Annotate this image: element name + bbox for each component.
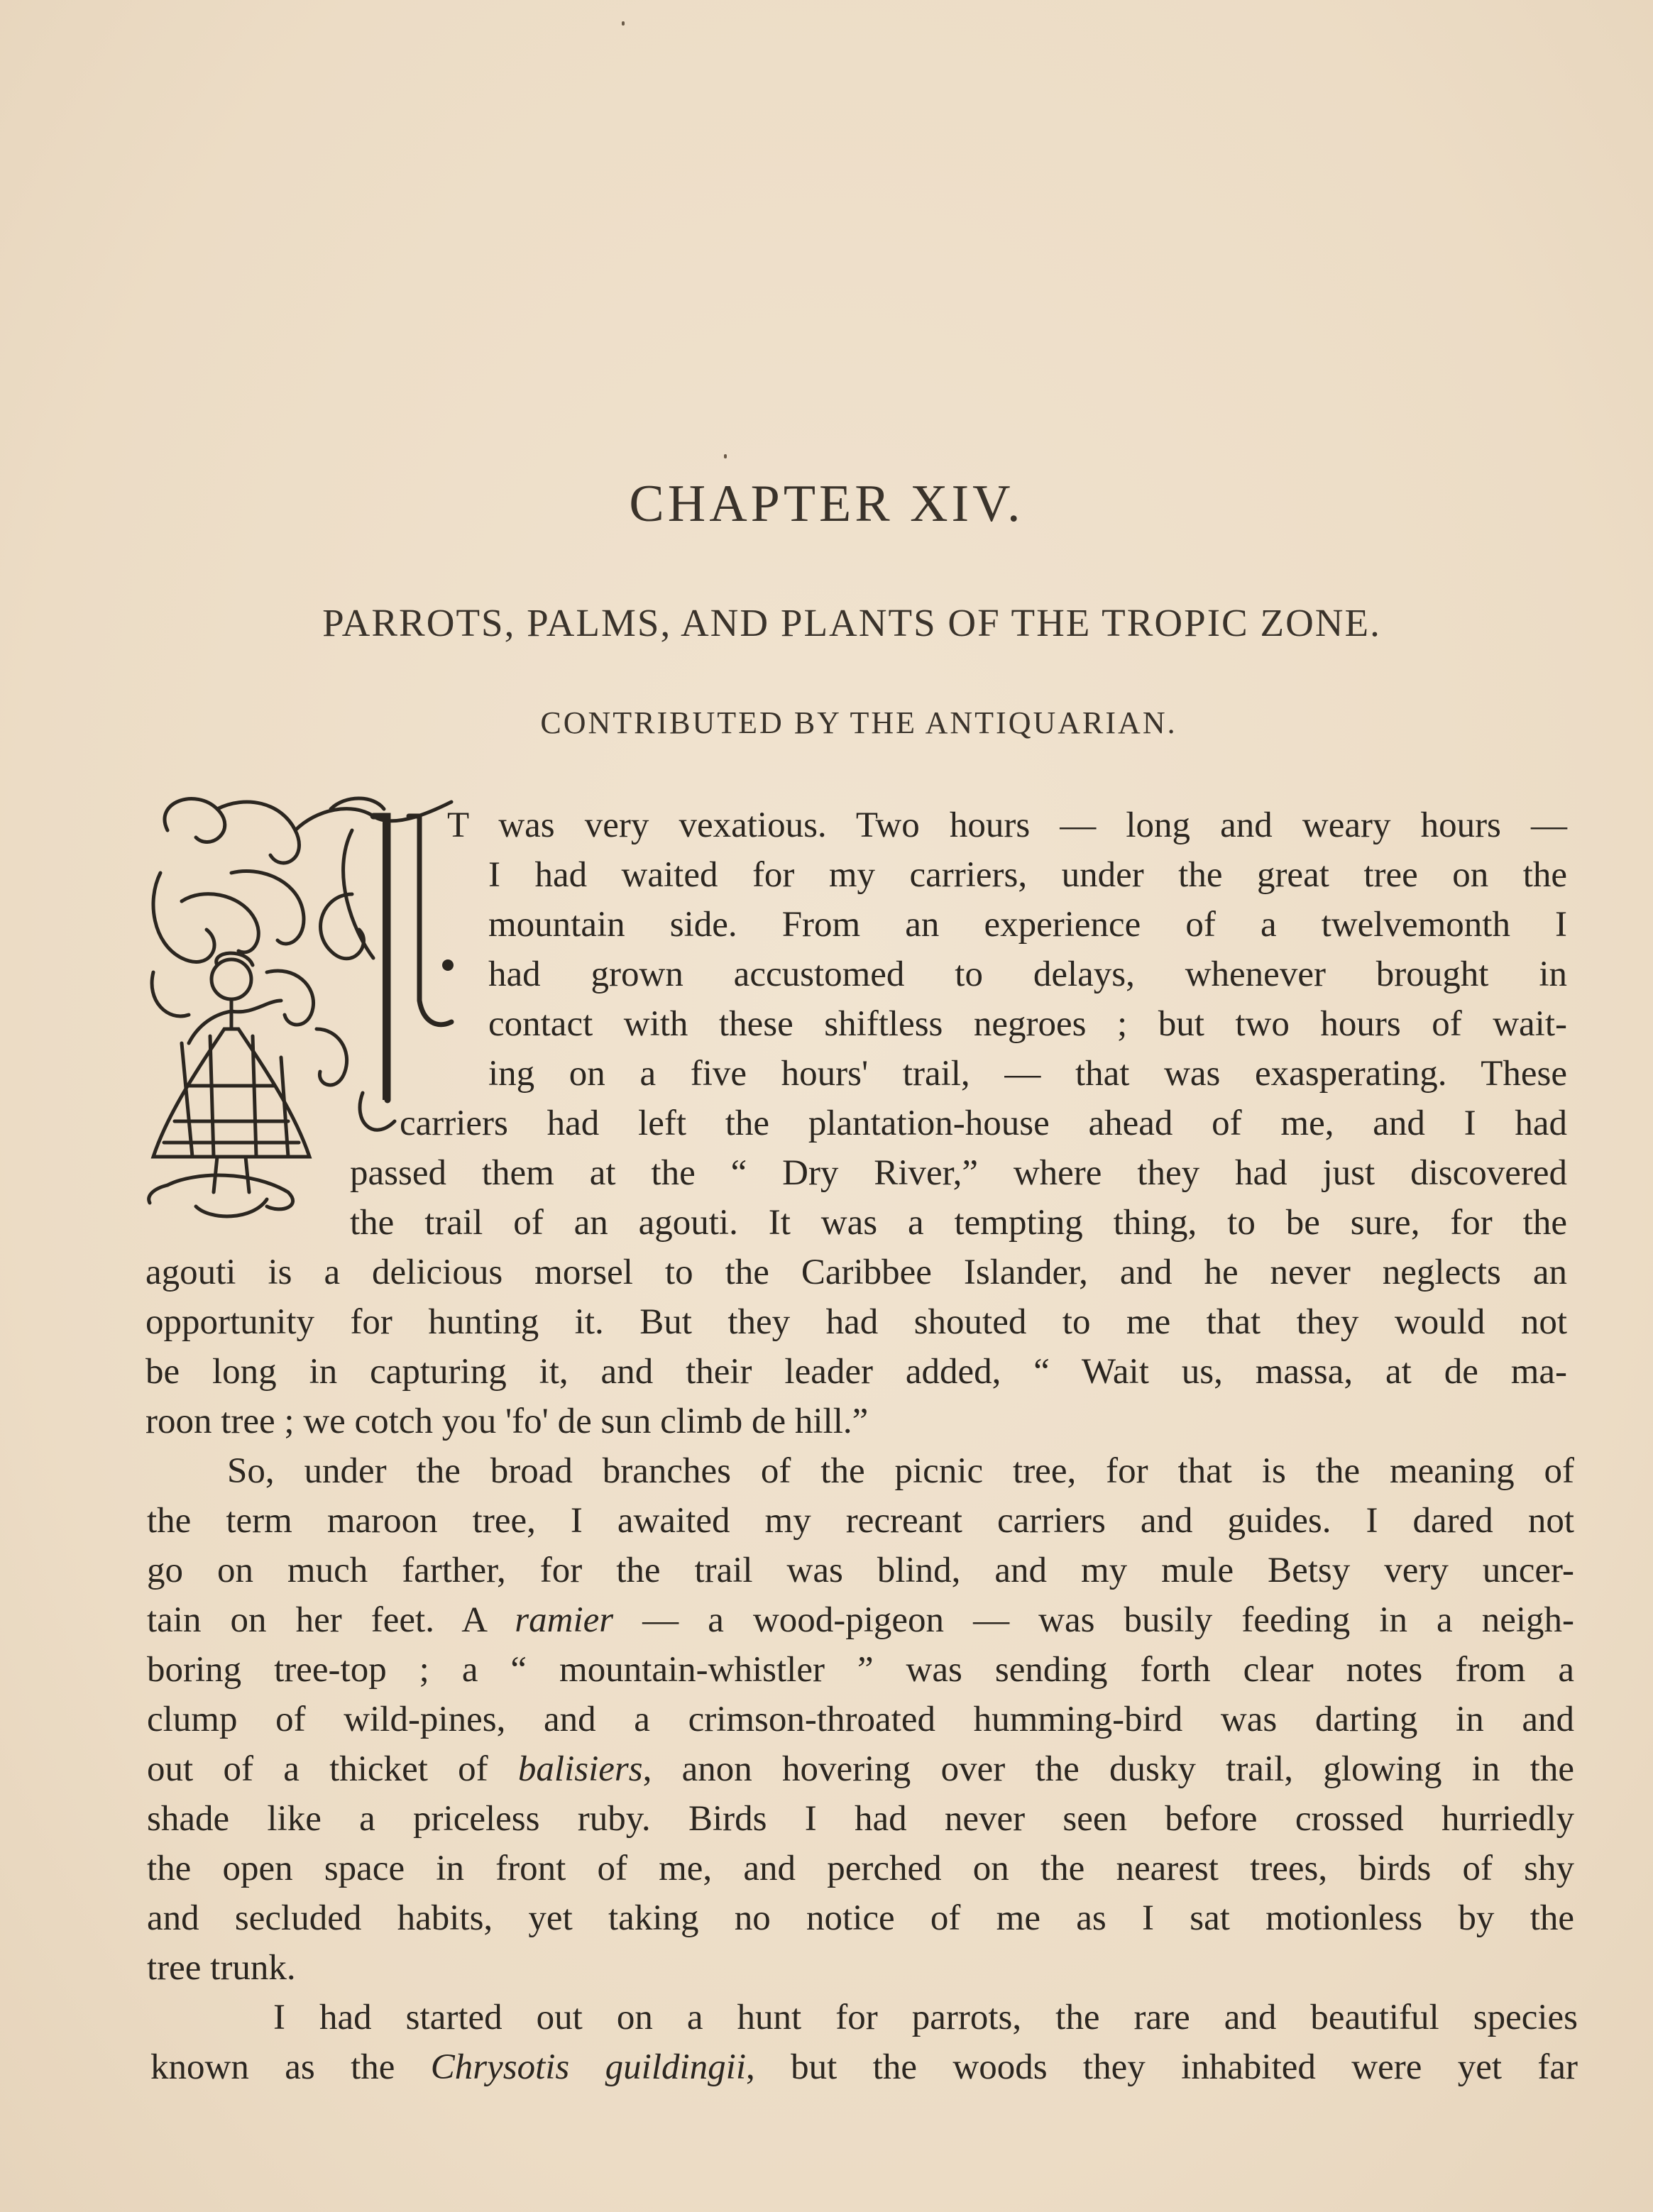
body-line-8: passed them at the “ Dry River,” where they had just discovered (350, 1153, 1567, 1193)
body-line-7: carriers had left the plantation-house ahead of me, and I had (400, 1104, 1567, 1143)
body-line-6: ing on a five hours' trail, — that was exasperating. These (488, 1054, 1567, 1094)
chapter-subtitle: PARROTS, PALMS, AND PLANTS OF THE TROPIC ZONE. (322, 601, 1381, 644)
body-line-11: opportunity for hunting it. But they had shouted to me that they would not (145, 1302, 1567, 1342)
contributed-by: CONTRIBUTED BY THE ANTIQUARIAN. (540, 705, 1177, 740)
body-line-13: roon tree ; we cotch you 'fo' de sun climb de hill.” (145, 1402, 869, 1441)
chapter-title: CHAPTER XIV. (629, 475, 1024, 533)
page-speck (724, 454, 727, 458)
body-line-26: known as the Chrysotis guildingii, but the woods they inhabited were yet far (150, 2047, 1578, 2087)
body-line-5: contact with these shiftless negroes ; but two hours of wait- (488, 1004, 1567, 1044)
body-line-9: the trail of an agouti. It was a tempting thing, to be sure, for the (350, 1203, 1567, 1243)
body-line-15: the term maroon tree, I awaited my recreant carriers and guides. I dared not (147, 1501, 1574, 1541)
body-line-16: go on much farther, for the trail was blind, and my mule Betsy very uncer- (147, 1551, 1574, 1590)
body-line-20: out of a thicket of balisiers, anon hovering over the dusky trail, glowing in the (147, 1749, 1574, 1789)
body-line-4: had grown accustomed to delays, whenever brought in (488, 954, 1567, 994)
body-line-18: boring tree-top ; a “ mountain-whistler ” was sending forth clear notes from a (147, 1650, 1574, 1690)
body-line-17: tain on her feet. A ramier — a wood-pigeon — was busily feeding in a neigh- (147, 1600, 1574, 1640)
body-line-12: be long in capturing it, and their leader added, “ Wait us, massa, at de ma- (145, 1352, 1567, 1392)
body-line-3: mountain side. From an experience of a twelvemonth I (488, 905, 1567, 945)
body-line-2: I had waited for my carriers, under the great tree on the (488, 855, 1567, 895)
body-line-24: tree trunk. (147, 1948, 296, 1988)
body-line-23: and secluded habits, yet taking no notice of me as I sat motionless by the (147, 1898, 1574, 1938)
page-speck (622, 21, 625, 26)
body-line-1: T was very vexatious. Two hours — long and weary hours — (447, 805, 1567, 845)
body-line-10: agouti is a delicious morsel to the Caribbee Islander, and he never neglects an (145, 1253, 1567, 1292)
body-line-14: So, under the broad branches of the picnic tree, for that is the meaning of (227, 1451, 1574, 1491)
body-line-21: shade like a priceless ruby. Birds I had never seen before crossed hurriedly (147, 1799, 1574, 1839)
body-line-22: the open space in front of me, and perched on the nearest trees, birds of shy (147, 1849, 1574, 1888)
body-line-19: clump of wild-pines, and a crimson-throated humming-bird was darting in and (147, 1700, 1574, 1739)
body-line-25: I had started out on a hunt for parrots, the rare and beautiful species (273, 1998, 1578, 2037)
